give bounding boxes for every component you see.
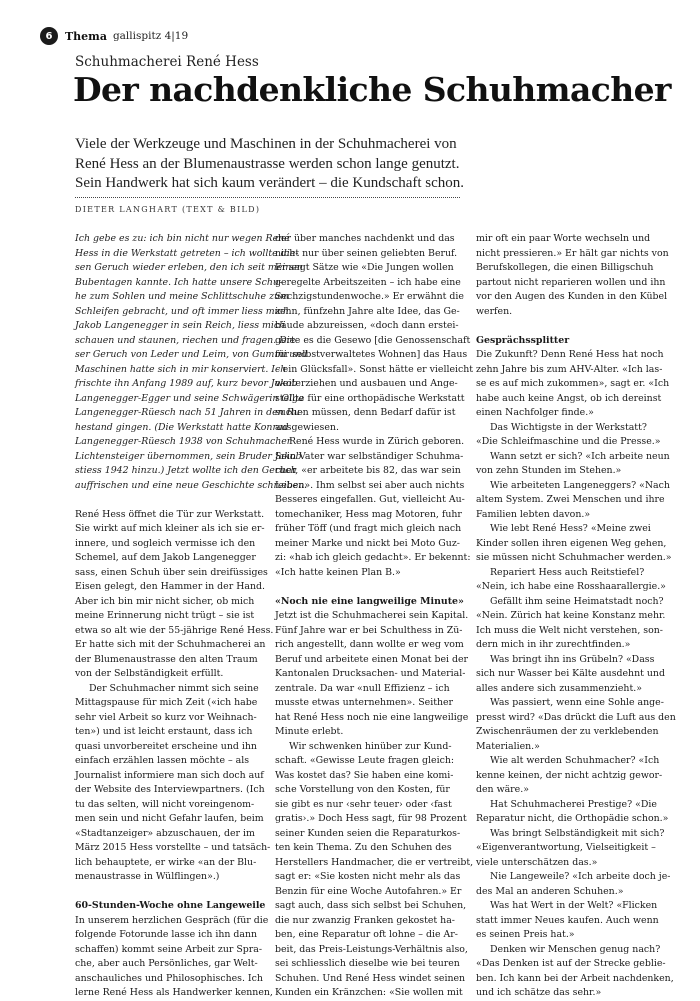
body-text-line: zentrale. Da war «null Effizienz – ich xyxy=(275,682,450,694)
body-text-line: Fünf Jahre war er bei Schulthess in Zü- xyxy=(275,624,463,636)
body-text-line: suchen müssen, denn Bedarf dafür ist xyxy=(275,407,456,418)
page-number-badge: 6 xyxy=(40,27,58,45)
body-text-line: Das Wichtigste in der Werkstatt? xyxy=(490,421,647,433)
body-text-line: Wie lebt René Hess? «Meine zwei xyxy=(490,523,651,534)
paragraph-gap xyxy=(75,885,255,900)
dotted-divider xyxy=(75,197,460,198)
body-text-line: «Die Schleifmaschine und die Presse.» xyxy=(476,436,661,447)
body-text-line: habe auch keine Angst, ob ich dereinst xyxy=(476,392,662,404)
body-text-line: Benzin für eine Woche Autofahren.» Er xyxy=(275,885,462,897)
body-text-line: Reparatur nicht, die Orthopädie schon.» xyxy=(476,813,669,824)
body-text-line: Was hat Wert in der Welt? «Flicken xyxy=(490,900,658,911)
body-text-line: März 2015 Hess vorstellte – und tatsäch- xyxy=(75,842,271,853)
issue-label: gallispitz 4|19 xyxy=(112,30,189,42)
body-text-line: Der Schuhmacher nimmt sich seine xyxy=(89,682,259,694)
body-text-line: «Nein. Zürich hat keine Konstanz mehr. xyxy=(476,610,666,621)
body-text-line: seiner Kunden seien die Reparaturkos- xyxy=(275,827,461,839)
body-text-line: innere, und sogleich vermisse ich den xyxy=(75,537,256,549)
intro-text-line: Lichtensteiger übernommen, sein Bruder Jakob xyxy=(75,450,302,462)
article-byline: DIETER LANGHART (TEXT & BILD) xyxy=(75,205,261,214)
body-text-line: Was kostet das? Sie haben eine komi- xyxy=(275,769,454,781)
article-headline: Der nachdenkliche Schuhmacher xyxy=(73,70,671,109)
body-text-line: Aber ich bin mir nicht sicher, ob mich xyxy=(75,595,255,607)
body-text-line: – ein Glücksfall». Sonst hätte er vielleicht xyxy=(275,363,474,375)
body-text-line: sagt auch, dass sich selbst bei Schuhen, xyxy=(275,900,467,911)
section-label: Thema xyxy=(65,29,107,43)
body-text-line: Minute erlebt. xyxy=(275,726,344,737)
body-text-line: «Eigenverantwortung, Vielseitigkeit – xyxy=(476,842,656,853)
body-text-line: Besseres eingefallen. Gut, vielleicht Au- xyxy=(275,494,465,505)
body-text-line: zehn Jahre bis zum AHV-Alter. «Ich las- xyxy=(476,363,663,375)
body-text-line: tomechaniker, Hess mag Motoren, fuhr xyxy=(275,508,462,520)
body-text-line: Kunden ein Kränzchen: «Sie wollen mit xyxy=(275,987,463,998)
body-text-line: ten») und ist leicht erstaunt, dass ich xyxy=(75,726,253,737)
body-text-line: altem System. Zwei Menschen und ihre xyxy=(476,494,665,505)
intro-text-line: sen Geruch wieder erleben, den ich seit meinen xyxy=(75,262,303,273)
paragraph-gap xyxy=(275,580,462,595)
body-text-line: Wie arbeiteten Langeneggers? «Nach xyxy=(490,479,670,491)
body-text-line: der Blumenaustrasse den alten Traum xyxy=(75,653,258,665)
intro-text-line: Bubentagen kannte. Ich hatte unsere Schu- xyxy=(75,276,283,288)
body-text-line: Familien lebten davon.» xyxy=(476,508,591,520)
body-text-line: für selbstverwaltetes Wohnen] das Haus xyxy=(275,349,468,360)
body-text-line: partout nicht reparieren wollen und ihn xyxy=(476,276,666,288)
body-text-line: Leben». Ihm selbst sei aber auch nichts xyxy=(275,479,465,491)
lead-line: Viele der Werkzeuge und Maschinen in der Schuhmacherei von xyxy=(75,136,457,152)
body-text-line: Jetzt ist die Schuhmacherei sein Kapital. xyxy=(275,610,469,621)
body-text-line: Was bringt ihn ins Grübeln? «Dass xyxy=(490,653,655,665)
body-text-line: Denken wir Menschen genug nach? xyxy=(490,943,661,955)
body-text-line: ten kein Thema. Zu den Schuhen des xyxy=(275,842,452,853)
body-text-line: hat René Hess noch nie eine langweilige xyxy=(275,711,469,723)
body-text-line: Sechzigstundenwoche.» Er erwähnt die xyxy=(275,291,464,302)
intro-text-line: frischte ihn Anfang 1989 auf, kurz bevor Jakob xyxy=(75,378,298,389)
body-text-line: den wäre.» xyxy=(476,784,529,795)
body-text-line: von zehn Stunden im Stehen.» xyxy=(476,465,622,476)
intro-text-line: Schleifen gebracht, und oft immer liess mich xyxy=(75,305,289,317)
article-lead xyxy=(75,135,475,194)
body-text-line: schaft. «Gewisse Leute fragen gleich: xyxy=(275,755,455,766)
intro-text-line: auffrischen und eine neue Geschichte schreiben. xyxy=(75,479,308,491)
intro-text-line: he zum Sohlen und meine Schlittschuhe zum xyxy=(75,291,289,302)
body-text-line: Wann setzt er sich? «Ich arbeite neun xyxy=(490,450,670,462)
body-text-line: «Stadtanzeiger» abzuschauen, der im xyxy=(75,827,255,839)
body-text-line: einen Nachfolger finde.» xyxy=(476,407,594,418)
text-column-3 xyxy=(476,232,676,1001)
intro-text-line: Jakob Langenegger in sein Reich, liess mich xyxy=(75,320,286,331)
body-text-line: meiner Marke und nickt bei Moto Guz- xyxy=(275,537,460,549)
body-text-line: Die Zukunft? Denn René Hess hat noch xyxy=(476,349,664,360)
body-text-line: vor den Augen des Kunden in den Kübel xyxy=(476,291,668,302)
body-text-line: etwa so alt wie der 55-jährige René Hess. xyxy=(75,624,274,636)
intro-text-line: Langenegger-Rüesch 1938 von Schuhmacher xyxy=(75,436,292,447)
body-text-line: sie müssen nicht Schuhmacher werden.» xyxy=(476,552,672,563)
body-text-line: schaffen) kommt seine Arbeit zur Spra- xyxy=(75,943,262,955)
body-text-line: Beruf und arbeitete einen Monat bei der xyxy=(275,653,469,665)
body-text-line: Sie wirkt auf mich kleiner als ich sie er- xyxy=(75,523,265,534)
body-text-line: es seinen Preis hat.» xyxy=(476,929,575,940)
body-text-line: men sein und nicht Gefahr laufen, beim xyxy=(75,813,264,824)
intro-text-line: Hess in die Werkstatt getreten – ich wollte die- xyxy=(75,247,299,259)
subheading: 60-Stunden-Woche ohne Langeweile xyxy=(75,900,266,911)
body-text-line: dern mich in ihr zurechtfinden.» xyxy=(476,639,631,650)
body-text-line: Wir schwenken hinüber zur Kund- xyxy=(289,740,452,752)
body-text-line: nicht pressieren.» Er hält gar nichts von xyxy=(476,247,669,259)
intro-text-line: schauen und staunen, riechen und fragen. Die- xyxy=(75,334,299,346)
body-text-line: tu das selten, will nicht voreingenom- xyxy=(75,798,255,810)
body-text-line: Sein Vater war selbständiger Schuhma- xyxy=(275,450,464,462)
body-text-line: einfach erzählen lassen möchte – als xyxy=(75,755,250,766)
body-text-line: che, aber auch Persönliches, gar Welt- xyxy=(75,958,258,969)
body-text-line: bäude abzureissen, «doch dann erstei- xyxy=(275,320,459,331)
body-text-line: weiterziehen und ausbauen und Ange- xyxy=(275,378,458,389)
body-text-line: sehr viel Arbeit so kurz vor Weihnach- xyxy=(75,711,257,723)
body-text-line: Nie Langeweile? «Ich arbeite doch je- xyxy=(490,871,671,882)
intro-text-line: ser Geruch von Leder und Leim, von Gummi und xyxy=(75,349,308,360)
body-text-line: gerte es die Gesewo [die Genossenschaft xyxy=(275,334,471,346)
body-text-line: Er sagt Sätze wie «Die Jungen wollen xyxy=(275,262,454,273)
body-text-line: meine Erinnerung nicht trügt – sie ist xyxy=(75,610,255,621)
body-text-line: quasi unvorbereitet erscheine und ihn xyxy=(75,740,257,752)
body-text-line: sass, einen Schuh über sein dreifüssiges xyxy=(75,566,268,578)
subheading: Gesprächssplitter xyxy=(476,334,570,346)
intro-text-line: hestand gingen. (Die Werkstatt hatte Konrad xyxy=(75,421,289,433)
article-kicker: Schuhmacherei René Hess xyxy=(75,54,259,70)
body-text-line: früher Töff (und fragt mich gleich nach xyxy=(275,523,462,534)
body-text-line: gratis›.» Doch Hess sagt, für 98 Prozent xyxy=(275,813,467,824)
body-text-line: cher, «er arbeitete bis 82, das war sein xyxy=(275,465,461,476)
subheading: «Noch nie eine langweilige Minute» xyxy=(275,595,464,607)
body-text-line: Kantonalen Drucksachen- und Material- xyxy=(275,668,466,679)
body-text-line: Ich muss die Welt nicht verstehen, son- xyxy=(476,624,663,636)
body-text-line: se es auf mich zukommen», sagt er. «Ich xyxy=(476,378,670,389)
body-text-line: ben, eine Reparatur oft lohne – die Ar- xyxy=(275,929,458,940)
body-text-line: Herstellers Handmacher, die er vertreibt, xyxy=(275,856,474,868)
body-text-line: rich angestellt, dann wollte er weg vom xyxy=(275,639,464,650)
body-text-line: alles andere sich zusammenzieht.» xyxy=(476,682,642,694)
body-text-line: der über manches nachdenkt und das xyxy=(275,233,455,244)
text-column-2 xyxy=(275,232,474,1001)
intro-text-line: Langenegger-Egger und seine Schwägerin Olga xyxy=(75,392,304,404)
body-text-line: Hat Schuhmacherei Prestige? «Die xyxy=(490,798,657,810)
lead-line: Sein Handwerk hat sich kaum verändert – die Kundschaft schon. xyxy=(75,175,465,191)
body-text-line: Eisen gelegt, den Hammer in der Hand. xyxy=(75,581,265,592)
body-text-line: lerne René Hess als Handwerker kennen, xyxy=(75,987,273,998)
intro-text-line: Maschinen hatte sich in mir konserviert. Ich xyxy=(75,363,287,375)
body-text-line: musste etwas unternehmen». Seither xyxy=(275,697,454,708)
intro-text-line: Ich gebe es zu: ich bin nicht nur wegen René xyxy=(75,233,290,244)
body-text-line: presst wird? «Das drückt die Luft aus den xyxy=(476,711,676,723)
body-text-line: Materialien.» xyxy=(476,740,540,752)
body-text-line: geregelte Arbeitszeiten – ich habe eine xyxy=(275,276,461,288)
body-text-line: Was bringt Selbständigkeit mit sich? xyxy=(490,827,665,839)
body-text-line: folgende Fotorunde lasse ich ihn dann xyxy=(75,929,258,940)
body-text-line: Berufskollegen, die einen Billigschuh xyxy=(476,262,654,273)
body-text-line: «Das Denken ist auf der Strecke geblie- xyxy=(476,958,666,969)
intro-text-line: Langenegger-Rüesch nach 51 Jahren in den Ru- xyxy=(75,407,303,418)
body-text-line: die nur zwanzig Franken gekostet ha- xyxy=(275,914,455,926)
body-text-line: statt immer Neues kaufen. Auch wenn xyxy=(476,914,659,926)
lead-line: René Hess an der Blumenaustrasse werden schon lange genutzt. xyxy=(75,155,460,172)
body-text-line: ben. Ich kann bei der Arbeit nachdenken, xyxy=(476,972,674,984)
body-text-line: zehn, fünfzehn Jahre alte Idee, das Ge- xyxy=(275,305,460,317)
body-text-line: René Hess öffnet die Tür zur Werkstatt. xyxy=(75,508,265,520)
page-header xyxy=(40,26,188,46)
body-text-line: Er hatte sich mit der Schuhmacherei an xyxy=(75,639,266,650)
body-text-line: Zwischenräumen der zu verklebenden xyxy=(476,726,659,737)
body-text-line: und ich schätze das sehr.» xyxy=(476,987,602,998)
body-text-line: sagt er: «Sie kosten nicht mehr als das xyxy=(275,871,461,882)
body-text-line: werfen. xyxy=(476,305,513,317)
body-text-line: viele unterschätzen das.» xyxy=(476,856,598,868)
body-text-line: beit, das Preis-Leistungs-Verhältnis also, xyxy=(275,943,468,955)
body-text-line: mir oft ein paar Worte wechseln und xyxy=(476,233,651,244)
body-text-line: der Website des Interviewpartners. (Ich xyxy=(75,784,265,795)
body-text-line: Journalist informiere man sich doch auf xyxy=(75,769,264,781)
body-text-line: menaustrasse in Wülflingen».) xyxy=(75,871,220,882)
body-text-line: sie gibt es nur ‹sehr teuer› oder ‹fast xyxy=(275,798,452,810)
body-text-line: Was passiert, wenn eine Sohle ange- xyxy=(490,697,664,708)
body-text-line: «Nein, ich habe eine Rosshaarallergie.» xyxy=(476,581,666,592)
body-text-line: sich nur Wasser bei Kälte ausdehnt und xyxy=(476,668,665,679)
body-text-line: Kinder sollen ihren eigenen Weg gehen, xyxy=(476,537,667,549)
body-text-line: anschauliches und Philosophisches. Ich xyxy=(75,972,263,984)
body-text-line: von der Selbständigkeit erfüllt. xyxy=(75,668,224,679)
paragraph-gap xyxy=(476,319,666,334)
body-text-line: sei schliesslich dieselbe wie bei teuren xyxy=(275,958,460,969)
intro-text-line: stiess 1942 hinzu.) Jetzt wollte ich den Geruch xyxy=(75,465,297,476)
body-text-line: des Mal an anderen Schuhen.» xyxy=(476,885,624,897)
body-text-line: Mittagspause für mich Zeit («ich habe xyxy=(75,697,258,708)
body-text-line: Repariert Hess auch Reitstiefel? xyxy=(490,566,645,578)
body-text-line: Gefällt ihm seine Heimatstadt noch? xyxy=(490,595,664,607)
body-text-line: zi: «hab ich gleich gedacht». Er bekennt: xyxy=(275,552,471,563)
body-text-line: Schemel, auf dem Jakob Langenegger xyxy=(75,552,256,563)
body-text-line: ausgewiesen. xyxy=(275,421,339,433)
body-text-line: lich behauptete, er wirke «an der Blu- xyxy=(75,856,257,868)
body-text-line: nicht nur über seinen geliebten Beruf. xyxy=(275,247,458,259)
body-text-line: Schuhen. Und René Hess windet seinen xyxy=(275,972,466,984)
body-text-line: sche Vorstellung von den Kosten, für xyxy=(275,784,450,795)
paragraph-gap xyxy=(75,493,255,508)
body-text-line: In unserem herzlichen Gespräch (für die xyxy=(75,914,269,926)
body-text-line: kenne keinen, der nicht achtzig gewor- xyxy=(476,769,663,781)
body-text-line: «Ich hatte keinen Plan B.» xyxy=(275,566,401,578)
body-text-line: Wie alt werden Schuhmacher? «Ich xyxy=(490,755,660,766)
body-text-line: René Hess wurde in Zürich geboren. xyxy=(289,436,465,447)
body-text-line: stellte für eine orthopädische Werkstatt xyxy=(275,392,465,404)
